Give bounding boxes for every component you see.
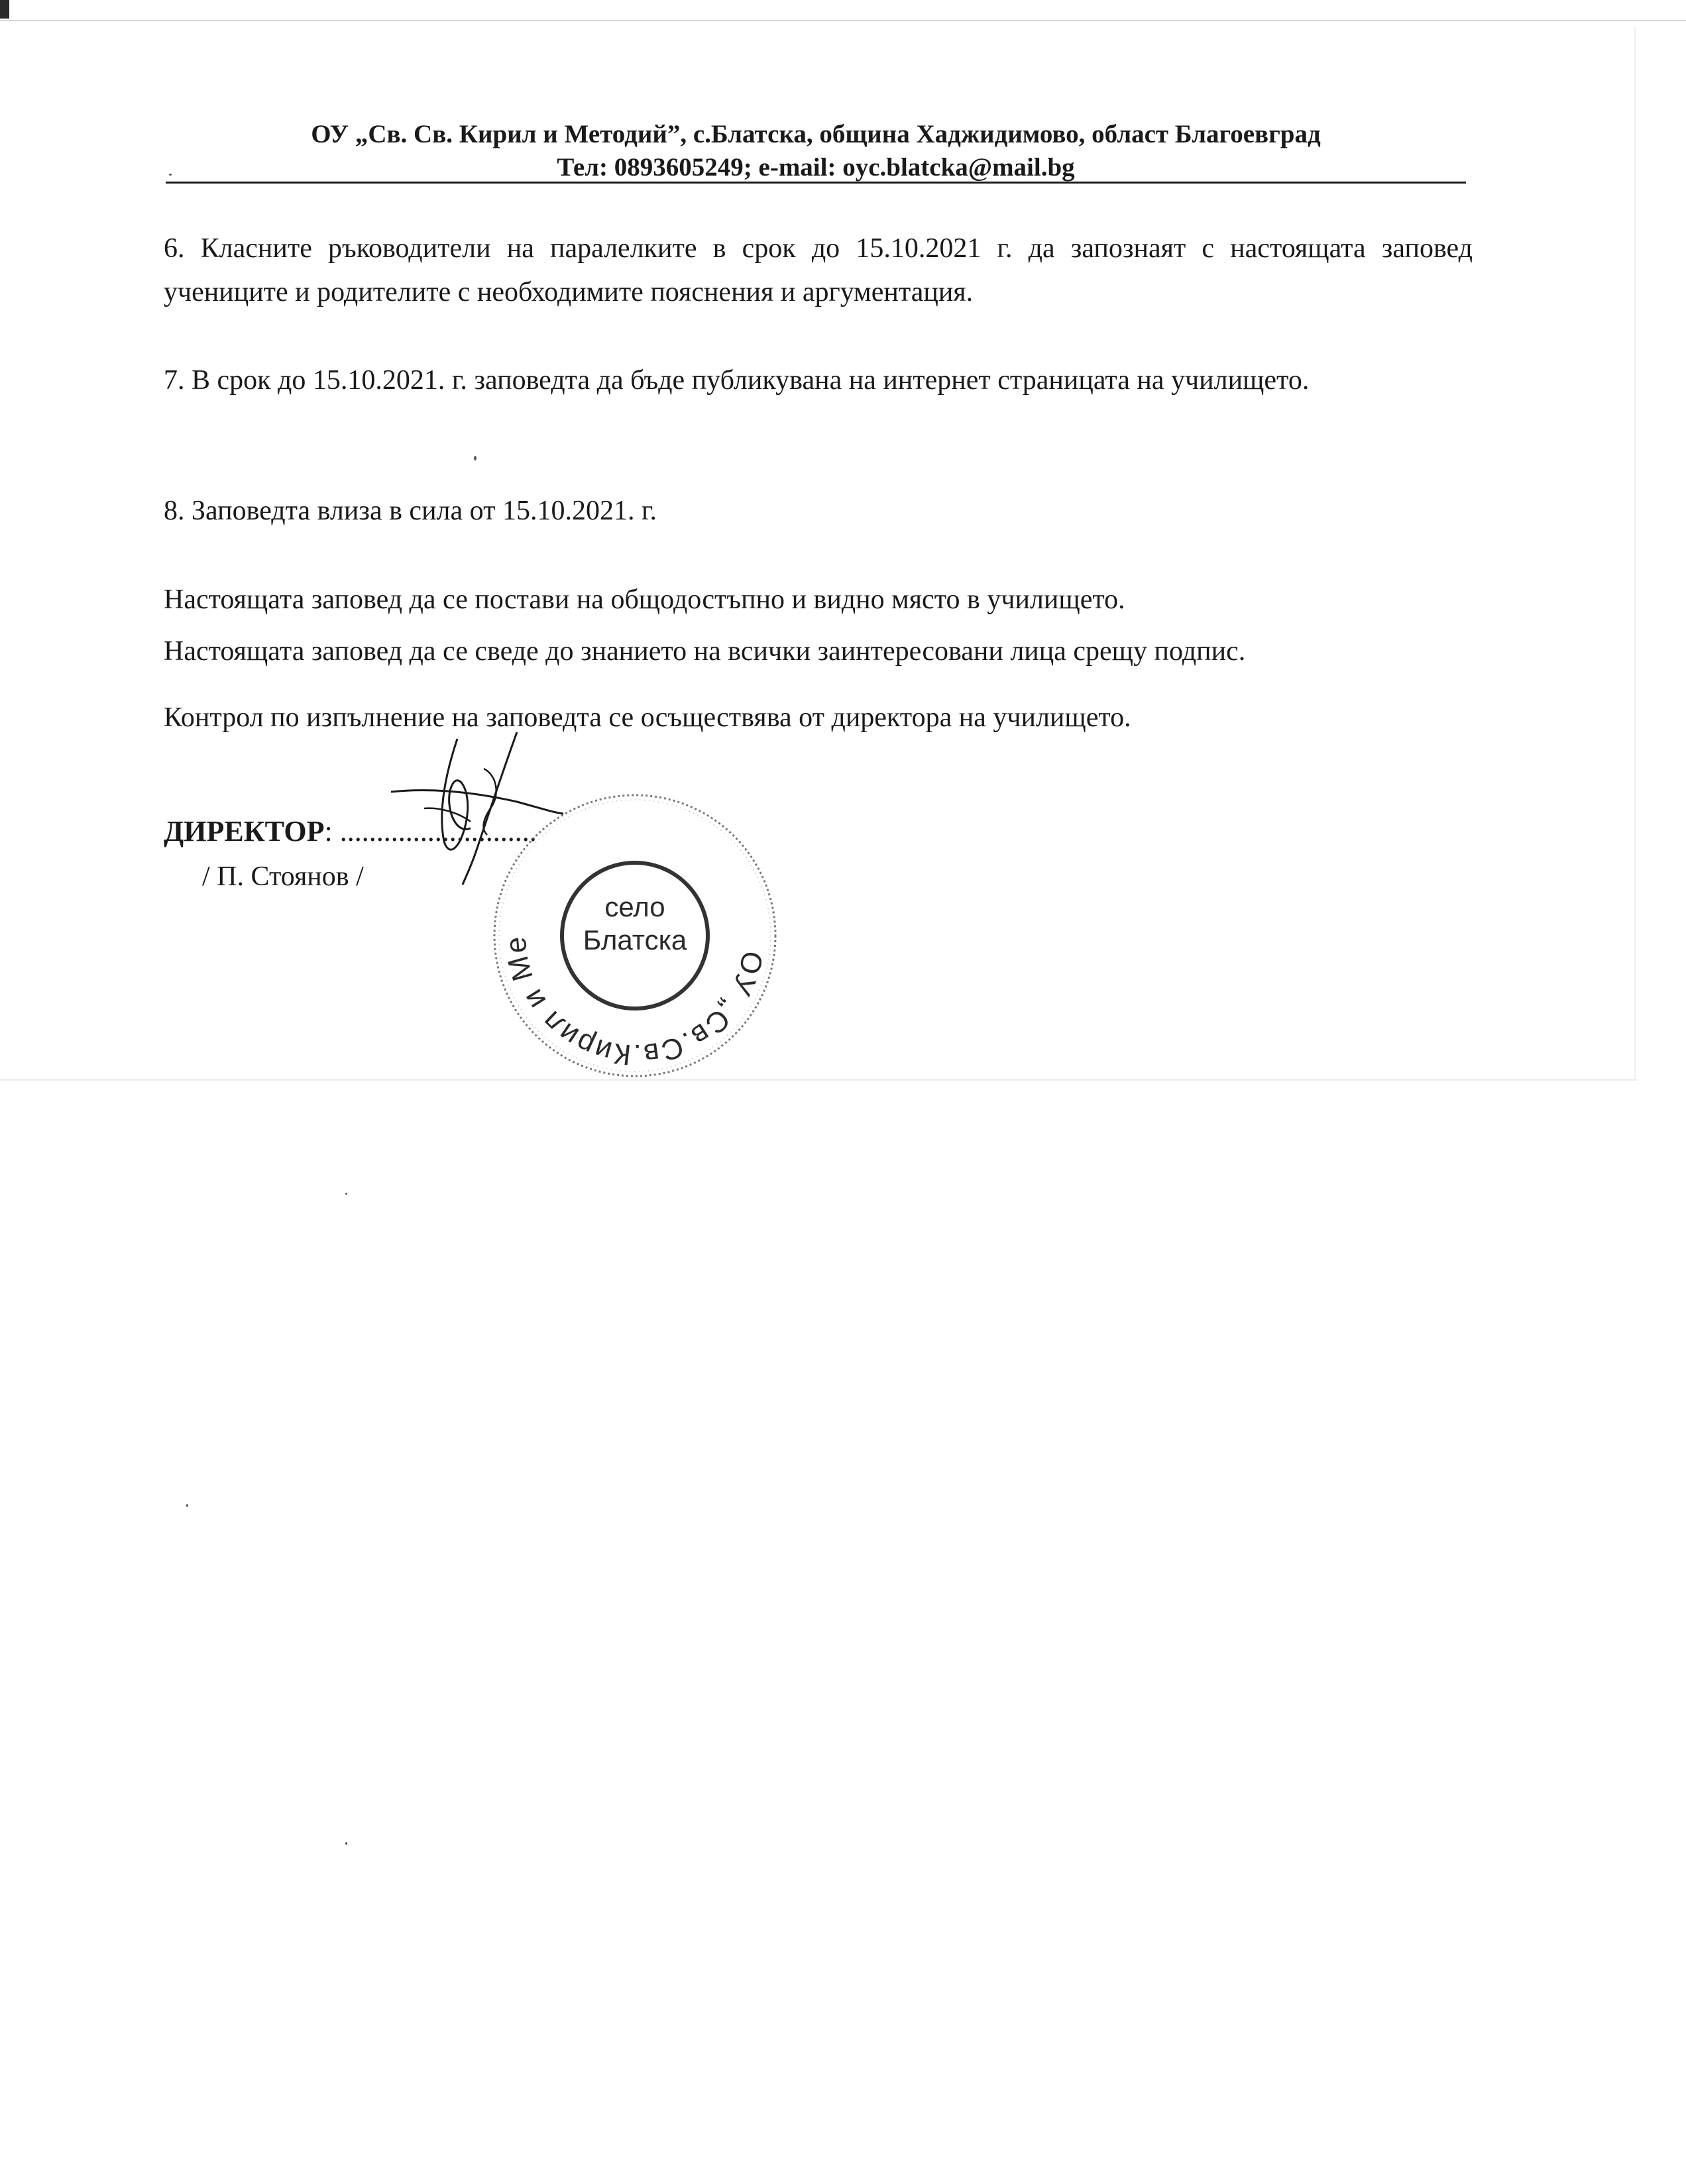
scan-artifact bbox=[0, 0, 9, 19]
scan-artifact bbox=[1634, 27, 1636, 1080]
signature-dots: : ........................... bbox=[324, 815, 537, 847]
scan-artifact bbox=[0, 1079, 1637, 1081]
letterhead bbox=[166, 118, 1466, 184]
paragraph-8: 8. Заповедта влиза в сила от 15.10.2021. г. bbox=[164, 496, 657, 526]
paragraph-7: 7. В срок до 15.10.2021. г. заповедта да бъде публикувана на интернет страницата на училището. bbox=[164, 365, 1310, 396]
scan-artifact bbox=[0, 20, 1686, 21]
letterhead-rule bbox=[166, 182, 1466, 184]
closing-line-1: Настоящата заповед да се постави на общодостъпно и видно място в училището. bbox=[164, 584, 1125, 615]
scan-speck bbox=[345, 1842, 347, 1845]
closing-line-2: Настоящата заповед да се сведе до знанието на всички заинтересовани лица срещу подпис. bbox=[164, 636, 1246, 667]
letterhead-school-name: ОУ „Св. Св. Кирил и Методий”, с.Блатска, община Хаджидимово, област Благоевград bbox=[311, 120, 1321, 148]
scan-speck bbox=[474, 456, 477, 461]
closing-line-3: Контрол по изпълнение на заповедта се осъществява от директора на училището. bbox=[164, 702, 1131, 733]
scan-speck bbox=[345, 1193, 347, 1195]
director-title: ДИРЕКТОР bbox=[164, 815, 325, 847]
stamp-center-line-1: село bbox=[604, 891, 665, 922]
director-name: / П. Стоянов / bbox=[202, 861, 364, 892]
scan-speck bbox=[169, 174, 172, 176]
paragraph-6: 6. Класните ръководители на паралелките в срок до 15.10.2021 г. да запознаят с настоящата заповед учениците и родителите с необходимите пояснения и аргументация. bbox=[164, 233, 1473, 307]
stamp-ring-text: ОУ „Св.Св.Кирил и Ме bbox=[499, 935, 769, 1071]
handwritten-signature bbox=[384, 729, 570, 888]
letterhead-contacts: Тел: 0893605249; e-mail: oyc.blatcka@mail.bg bbox=[557, 153, 1075, 182]
stamp-center-line-2: Блатска bbox=[583, 924, 687, 956]
scan-speck bbox=[186, 1504, 188, 1507]
